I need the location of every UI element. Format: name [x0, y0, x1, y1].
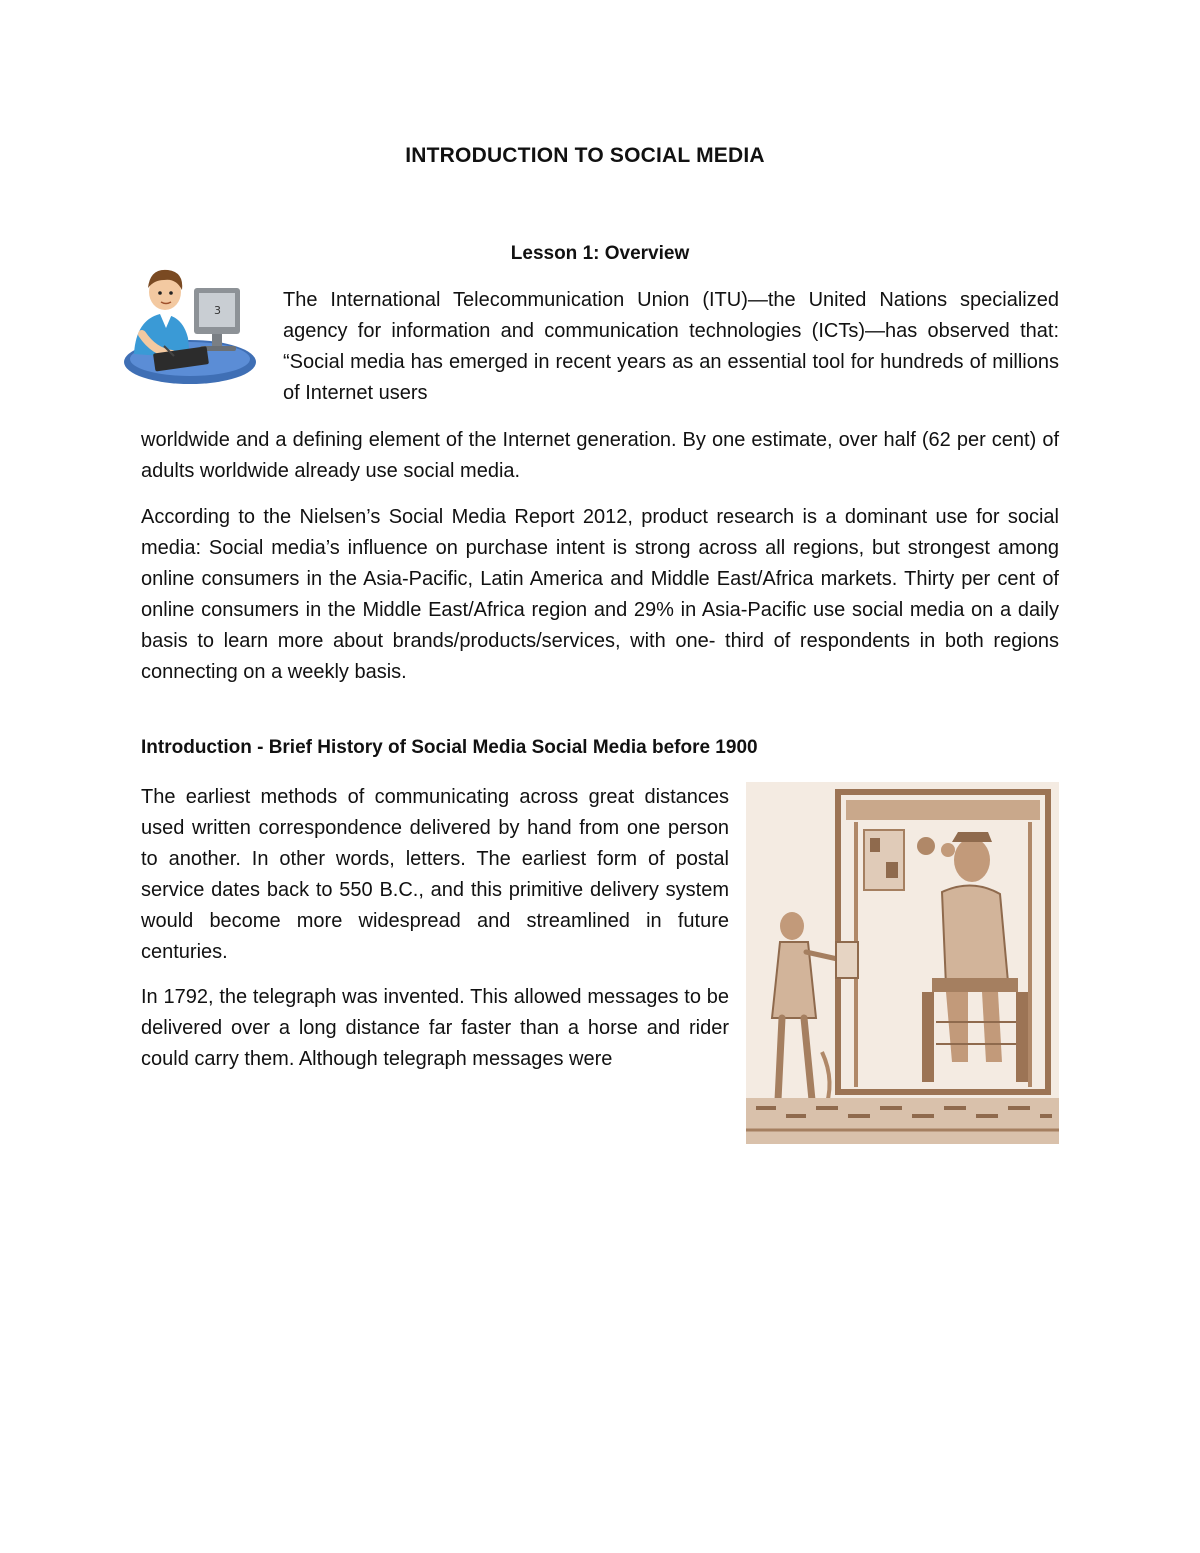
intro-continuation-paragraph: worldwide and a defining element of the Internet generation. By one estimate, over half (62 per cent) of adults worldwide already use social media.: [141, 429, 1059, 482]
earliest-methods-paragraph: The earliest methods of communicating across great distances used written correspondence delivered by hand from one person to another. In other words, letters. The earliest form of postal service dates back to 550 B.C., and this primitive delivery system would become more widespread and streamlined in future centuries.: [141, 786, 729, 963]
svg-text:3: 3: [214, 304, 221, 317]
computer-user-illustration: [120, 262, 260, 388]
lesson-title: Lesson 1: Overview: [510, 243, 690, 264]
egyptian-relief-illustration: [746, 782, 1059, 1144]
document-title: INTRODUCTION TO SOCIAL MEDIA: [405, 144, 765, 167]
intro-paragraph: The International Telecommunication Union (ITU)—the United Nations specialized agency for information and communication technologies (ICTs)—has observed that: “Social media has emerged in recent years as an essential tool for hundreds of millions of Internet users: [283, 289, 1059, 404]
telegraph-paragraph: In 1792, the telegraph was invented. This allowed messages to be delivered over a long distance far faster than a horse and rider could carry them. Although telegraph messages were: [141, 986, 729, 1070]
section-heading: Introduction - Brief History of Social Media Social Media before 1900: [141, 737, 758, 758]
nielsen-paragraph: According to the Nielsen’s Social Media Report 2012, product research is a dominant use for social media: Social media’s influence on purchase intent is strong across all regions, but strongest among online consumers in the Asia-Pacific, Latin America and Middle East/Africa markets. Thirty per cent of online consumers in the Middle East/Africa region and 29% in Asia-Pacific use social media on a daily basis to learn more about brands/products/services, with one- third of respondents in both regions connecting on a weekly basis.: [141, 506, 1059, 683]
